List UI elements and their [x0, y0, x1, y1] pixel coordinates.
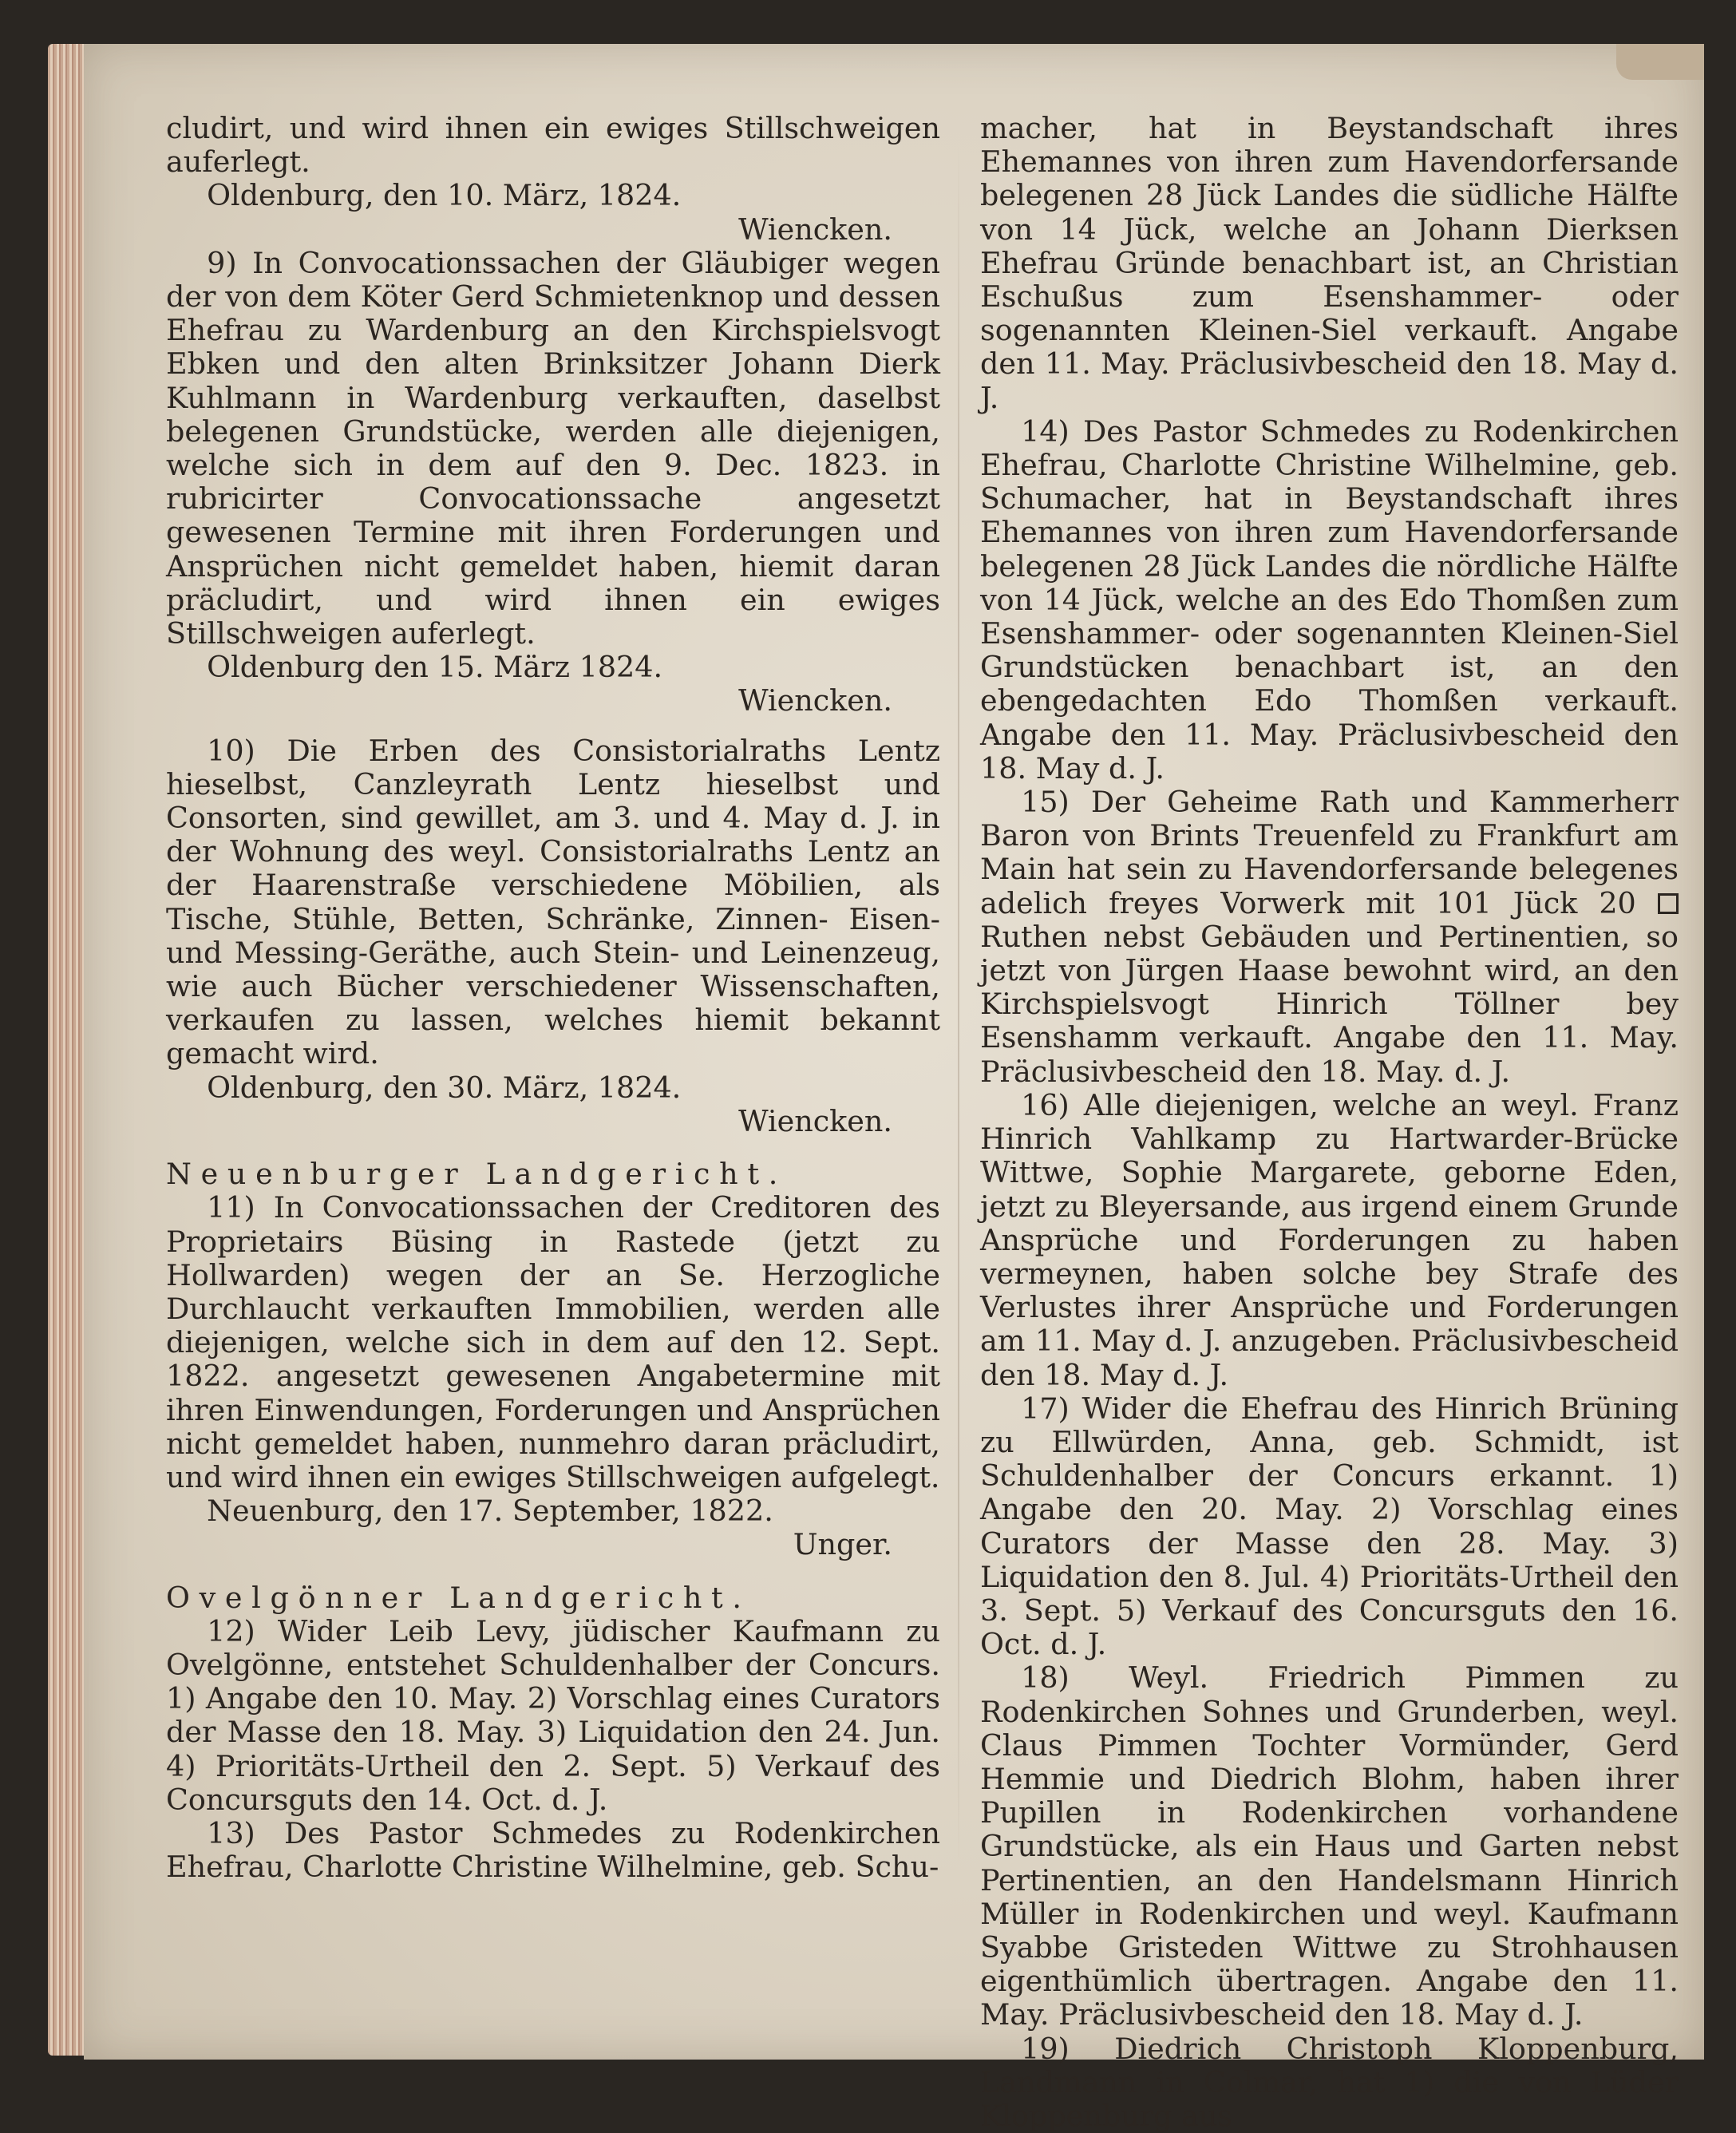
paragraph-15-part-b: Ruthen nebst Gebäuden und Pertinentien, so jetzt von Jürgen Haase bewohnt wird, an den Kirchspielsvogt Hinrich Töllner bey Esenshamm verkauft. Angabe den 11. May. Präclusivbescheid den 18. May. d. J.	[980, 919, 1679, 1089]
section-heading-neuenburg: Neuenburger Landgericht.	[166, 1157, 787, 1192]
paragraph-12: 12) Wider Leib Levy, jüdischer Kaufmann zu Ovelgönne, entstehet Schuldenhalber der Concurs. 1) Angabe den 10. May. 2) Vorschlag eines Curators der Masse den 18. May. 3) Liquidation den 24. Jun. 4) Prioritäts-Urtheil den 2. Sept. 5) Verkauf des Concursguts den 14. Oct. d. J.	[166, 1613, 940, 1817]
paragraph-15-part-a: 15) Der Geheime Rath und Kammerherr Baron von Brints Treuenfeld zu Frankfurt am Main hat sein zu Havendorfersande belegenes adelich freyes Vorwerk mit 101 Jück 20	[980, 785, 1679, 920]
paragraph-13-end: macher, hat in Beystandschaft ihres Ehemannes von ihren zum Havendorfersande belegenen 28 Jück Landes die südliche Hälfte von 14 Jück, welche an Johann Dierksen Ehefrau Gründe benachbart ist, an Christian Eschußus zum Esenshammer- oder sogenannten Kleinen-Siel verkauft. Angabe den 11. May. Präclusivbescheid den 18. May d. J.	[980, 111, 1679, 415]
paragraph-14: 14) Des Pastor Schmedes zu Rodenkirchen Ehefrau, Charlotte Christine Wilhelmine, geb. Schumacher, hat in Beystandschaft ihres Ehemannes von ihren zum Havendorfersande belegenen 28 Jück Landes die nördliche Hälfte von 14 Jück, welche an des Edo Thomßen zum Esenshammer- oder sogenannten Kleinen-Siel Grundstücken benachbart ist, an den ebengedachten Edo Thomßen verkauft. Angabe den 11. May. Präclusivbescheid den 18. May d. J.	[980, 414, 1679, 786]
square-rod-symbol	[1658, 893, 1679, 914]
column-divider	[958, 144, 959, 1868]
signature-9: Wiencken.	[738, 683, 892, 718]
paragraph-8-end: cludirt, und wird ihnen ein ewiges Stillschweigen auferlegt.	[166, 111, 940, 180]
paragraph-18: 18) Weyl. Friedrich Pimmen zu Rodenkirchen Sohnes und Grunderben, weyl. Claus Pimmen Tochter Vormünder, Gerd Hemmie und Diedrich Blohm, haben ihrer Pupillen in Rodenkirchen vorhandene Grundstücke, als ein Haus und Garten nebst Pertinentien, an den Handelsmann Hinrich Müller in Rodenkirchen und weyl. Kaufmann Syabbe Gristeden Wittwe zu Strohhausen eigenthümlich übertragen. Angabe den 11. May. Präclusivbescheid den 18. May d. J.	[980, 1660, 1679, 2032]
paragraph-16: 16) Alle diejenigen, welche an weyl. Franz Hinrich Vahlkamp zu Hartwarder-Brücke Wittwe, Sophie Margarete, geborne Eden, jetzt zu Bleyersande, aus irgend einem Grunde Ansprüche und Forderungen zu haben vermeynen, haben solche bey Strafe des Verlustes ihrer Ansprüche und Forderungen am 11. May d. J. anzugeben. Präclusivbescheid den 18. May d. J.	[980, 1087, 1679, 1392]
signature-10: Wiencken.	[738, 1103, 892, 1138]
place-date-11: Neuenburg, den 17. September, 1822.	[207, 1494, 773, 1529]
right-column	[980, 112, 1679, 2133]
section-heading-ovelgoenne: Ovelgönner Landgericht.	[166, 1580, 751, 1615]
paragraph-15	[980, 786, 1679, 1089]
left-column	[166, 112, 940, 1884]
paragraph-9: 9) In Convocationssachen der Gläubiger wegen der von dem Köter Gerd Schmietenknop und dessen Ehefrau zu Wardenburg an den Kirchspielsvogt Ebken und den alten Brinksitzer Johann Dierk Kuhlmann in Wardenburg verkauften, daselbst belegenen Grundstücke, werden alle diejenigen, welche sich in dem auf den 9. Dec. 1823. in rubricirter Convocationssache angesetzt gewesenen Termine mit ihren Forderungen und Ansprüchen nicht gemeldet haben, hiemit daran präcludirt, und wird ihnen ein ewiges Stillschweigen auferlegt.	[166, 245, 940, 651]
signature-8: Wiencken.	[738, 212, 892, 247]
torn-corner	[1616, 44, 1704, 80]
paragraph-19: 19) Diedrich Christoph Kloppenburg, Landmann in Colmar, hat 1) die von Lüder Kloppenburg aus	[980, 2031, 1679, 2133]
place-date-10: Oldenburg, den 30. März, 1824.	[207, 1070, 682, 1105]
paragraph-10: 10) Die Erben des Consistorialraths Lentz hieselbst, Canzleyrath Lentz hieselbst und Consorten, sind gewillet, am 3. und 4. May d. J. in der Wohnung des weyl. Consistorialraths Lentz an der Haarenstraße verschiedene Möbilien, als Tische, Stühle, Betten, Schränke, Zinnen- Eisen- und Messing-Geräthe, auch Stein- und Leinenzeug, wie auch Bücher verschiedener Wissenschaften, verkaufen zu lassen, welches hiemit bekannt gemacht wird.	[166, 733, 940, 1071]
paragraph-11: 11) In Convocationssachen der Creditoren des Proprietairs Büsing in Rastede (jetzt zu Hollwarden) wegen der an Se. Herzogliche Durchlaucht verkauften Immobilien, werden alle diejenigen, welche sich in dem auf den 12. Sept. 1822. angesetzt gewesenen Angabetermine mit ihren Einwendungen, Forderungen und Ansprüchen nicht gemeldet haben, nunmehro daran präcludirt, und wird ihnen ein ewiges Stillschweigen aufgelegt.	[166, 1190, 940, 1494]
paragraph-13-start: 13) Des Pastor Schmedes zu Rodenkirchen Ehefrau, Charlotte Christine Wilhelmine, geb. Schu-	[166, 1815, 940, 1885]
paragraph-17: 17) Wider die Ehefrau des Hinrich Brüning zu Ellwürden, Anna, geb. Schmidt, ist Schuldenhalber der Concurs erkannt. 1) Angabe den 20. May. 2) Vorschlag eines Curators der Masse den 28. May. 3) Liquidation den 8. Jul. 4) Prioritäts-Urtheil den 3. Sept. 5) Verkauf des Concursguts den 16. Oct. d. J.	[980, 1391, 1679, 1662]
place-date-8: Oldenburg, den 10. März, 1824.	[207, 178, 682, 213]
signature-11: Unger.	[793, 1527, 892, 1562]
place-date-9: Oldenburg den 15. März 1824.	[207, 650, 663, 685]
